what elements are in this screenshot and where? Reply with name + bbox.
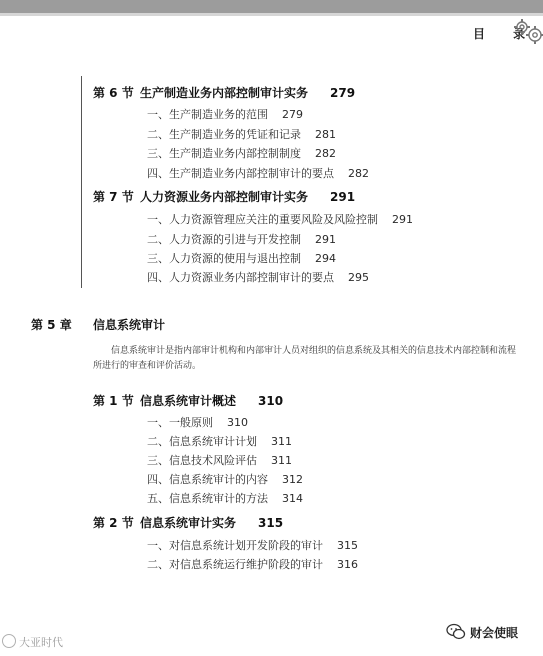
toc-item[interactable] — [147, 165, 369, 181]
toc-item[interactable] — [147, 490, 303, 506]
chapter-intro-text: 信息系统审计是指内部审计机构和内部审计人员对组织的信息系统及其相关的信息技术内部控制和流程所进行的审查和评价活动。 — [93, 346, 517, 371]
item-page: 314 — [282, 492, 303, 505]
item-page: 291 — [315, 233, 336, 246]
item-page: 311 — [271, 454, 292, 467]
item-label: 四、信息系统审计的内容 — [147, 473, 268, 486]
toc-section-7[interactable] — [93, 188, 355, 205]
toc-item[interactable] — [147, 231, 336, 247]
item-page: 282 — [348, 167, 369, 180]
toc-item[interactable] — [147, 414, 248, 430]
page-header-title: 目 录 — [473, 27, 538, 41]
item-label: 三、生产制造业务内部控制制度 — [147, 147, 301, 160]
watermark-left — [2, 634, 63, 650]
watermark-left-text: 大亚时代 — [19, 636, 63, 649]
item-page: 295 — [348, 271, 369, 284]
toc-item[interactable] — [147, 433, 292, 449]
gears-decoration-icon — [513, 15, 543, 45]
item-page: 282 — [315, 147, 336, 160]
section-title: 生产制造业务内部控制审计实务 — [140, 86, 309, 100]
item-label: 一、对信息系统计划开发阶段的审计 — [147, 539, 323, 552]
toc-item[interactable] — [147, 126, 336, 142]
toc-item[interactable] — [147, 556, 358, 572]
item-label: 二、信息系统审计计划 — [147, 435, 257, 448]
toc-item[interactable] — [147, 106, 303, 122]
section-page: 279 — [330, 86, 356, 100]
chapter-title[interactable]: 信息系统审计 — [93, 318, 166, 332]
item-page: 281 — [315, 128, 336, 141]
left-margin-rule — [81, 76, 82, 288]
item-label: 五、信息系统审计的方法 — [147, 492, 268, 505]
item-label: 三、信息技术风险评估 — [147, 454, 257, 467]
item-page: 291 — [392, 213, 413, 226]
chapter-intro — [93, 344, 523, 374]
item-page: 311 — [271, 435, 292, 448]
section-title: 人力资源业务内部控制审计实务 — [140, 190, 309, 204]
item-page: 312 — [282, 473, 303, 486]
item-label: 四、人力资源业务内部控制审计的要点 — [147, 271, 334, 284]
section-title: 信息系统审计实务 — [140, 516, 237, 530]
item-label: 一、生产制造业务的范围 — [147, 108, 268, 121]
toc-item[interactable] — [147, 211, 413, 227]
item-label: 二、人力资源的引进与开发控制 — [147, 233, 301, 246]
toc-item[interactable] — [147, 145, 336, 161]
section-page: 291 — [330, 190, 356, 204]
section-title: 信息系统审计概述 — [140, 394, 237, 408]
item-page: 279 — [282, 108, 303, 121]
item-page: 310 — [227, 416, 248, 429]
top-gray-band — [0, 0, 543, 13]
wechat-icon — [446, 623, 466, 641]
toc-item[interactable] — [147, 269, 369, 285]
section-number: 第 6 节 — [93, 86, 134, 100]
section-page: 315 — [258, 516, 284, 530]
item-label: 三、人力资源的使用与退出控制 — [147, 252, 301, 265]
section-page: 310 — [258, 394, 284, 408]
item-label: 二、生产制造业务的凭证和记录 — [147, 128, 301, 141]
section-number: 第 1 节 — [93, 394, 134, 408]
item-label: 二、对信息系统运行维护阶段的审计 — [147, 558, 323, 571]
watermark-logo-icon — [2, 634, 16, 648]
toc-item[interactable] — [147, 537, 358, 553]
toc-section-2[interactable] — [93, 514, 283, 531]
toc-section-1[interactable] — [93, 392, 283, 409]
toc-section-6[interactable] — [93, 84, 355, 101]
watermark-right — [446, 623, 518, 641]
top-band-shadow — [0, 13, 543, 16]
section-number: 第 7 节 — [93, 190, 134, 204]
item-page: 315 — [337, 539, 358, 552]
toc-item[interactable] — [147, 471, 303, 487]
item-page: 316 — [337, 558, 358, 571]
item-page: 294 — [315, 252, 336, 265]
item-label: 一、一般原则 — [147, 416, 213, 429]
item-label: 四、生产制造业务内部控制审计的要点 — [147, 167, 334, 180]
chapter-number: 第 5 章 — [31, 318, 72, 332]
item-label: 一、人力资源管理应关注的重要风险及风险控制 — [147, 213, 378, 226]
toc-item[interactable] — [147, 452, 292, 468]
section-number: 第 2 节 — [93, 516, 134, 530]
toc-item[interactable] — [147, 250, 336, 266]
watermark-right-text: 财会使眼 — [470, 626, 519, 640]
